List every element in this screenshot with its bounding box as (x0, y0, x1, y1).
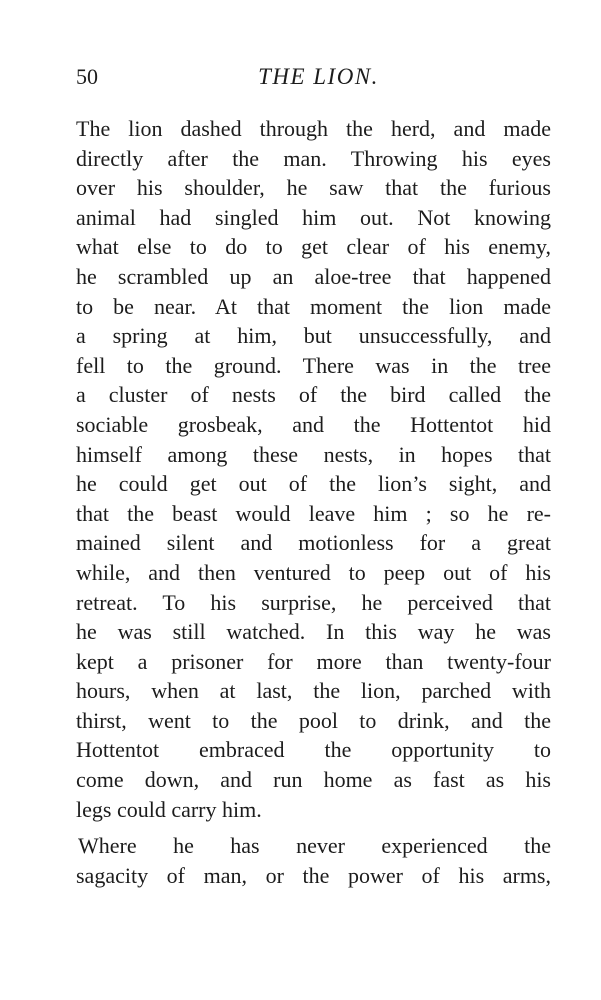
page-header (76, 64, 551, 98)
text-line: sociable grosbeak, and the Hottentot hid (76, 411, 551, 437)
text-line: over his shoulder, he saw that the furious (76, 175, 551, 201)
text-line: what else to do to get clear of his enemy, (76, 234, 551, 260)
running-title: THE LION. (258, 64, 379, 89)
text-line: a spring at him, but unsuccessfully, and (76, 323, 551, 349)
text-line: The lion dashed through the herd, and made (76, 116, 551, 141)
text-line: kept a prisoner for more than twenty-four (76, 648, 551, 674)
text-line: to be near. At that moment the lion made (76, 293, 551, 319)
text-line: thirst, went to the pool to drink, and the (76, 707, 551, 733)
text-line: fell to the ground. There was in the tree (76, 352, 551, 378)
paragraph-2 (76, 831, 551, 890)
paragraph-1 (76, 114, 551, 824)
text-line: hours, when at last, the lion, parched with (76, 678, 551, 704)
text-line: directly after the man. Throwing his eyes (76, 145, 551, 171)
paragraph-gap (76, 824, 551, 831)
text-line: he was still watched. In this way he was (76, 619, 551, 645)
text-line: mained silent and motionless for a great (76, 530, 551, 556)
text-line: he could get out of the lion’s sight, and (76, 471, 551, 497)
text-line: he scrambled up an aloe-tree that happened (76, 263, 551, 289)
text-line: retreat. To his surprise, he perceived that (76, 589, 551, 615)
text-line: a cluster of nests of the bird called the (76, 382, 551, 408)
text-line: while, and then ventured to peep out of his (76, 559, 551, 585)
body-text (76, 114, 551, 890)
text-line: animal had singled him out. Not knowing (76, 204, 551, 230)
text-line: legs could carry him. (76, 796, 262, 822)
text-line: Hottentot embraced the opportunity to (76, 737, 551, 763)
text-line: Where he has never experienced the (78, 833, 551, 859)
text-line: come down, and run home as fast as his (76, 767, 551, 793)
page-number: 50 (76, 64, 98, 89)
text-line: sagacity of man, or the power of his arms, (76, 862, 551, 888)
text-line: himself among these nests, in hopes that (76, 441, 551, 467)
text-line: that the beast would leave him ; so he re- (76, 500, 551, 526)
